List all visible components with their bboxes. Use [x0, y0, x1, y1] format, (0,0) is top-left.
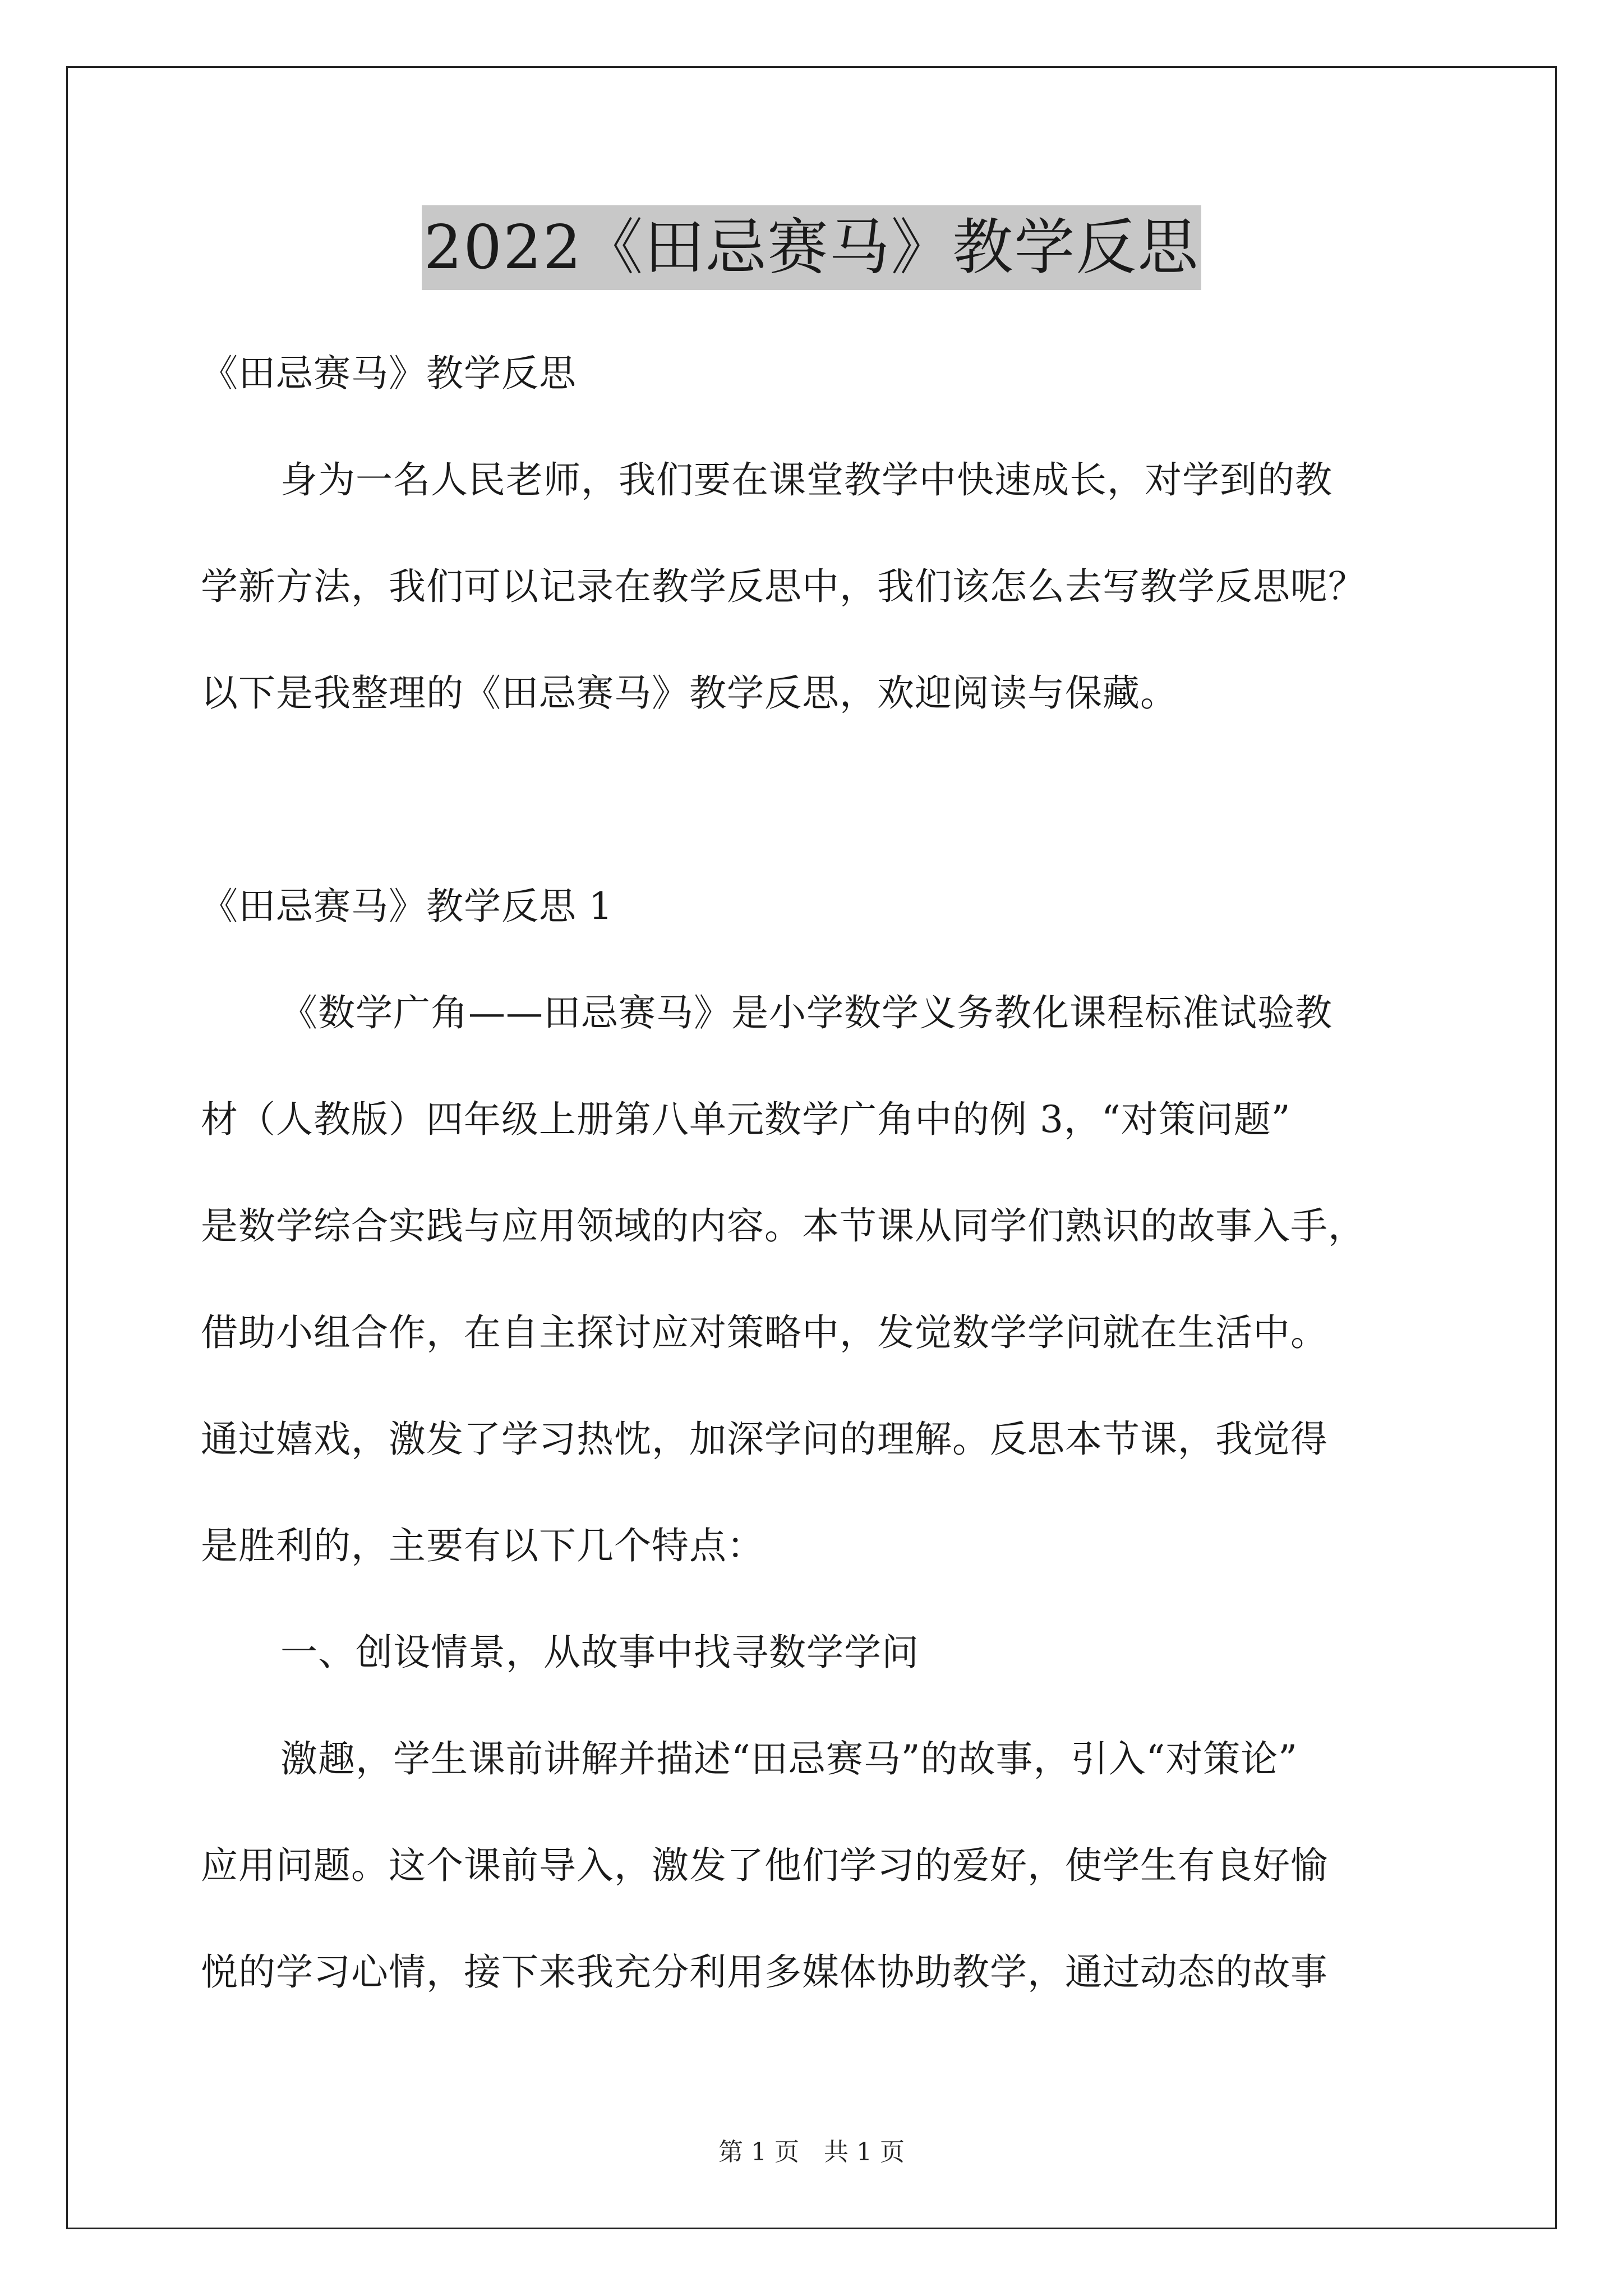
page-footer: 第 1 页 共 1 页: [718, 2138, 905, 2166]
paragraph-line: 以下是我整理的《田忌赛马》教学反思，欢迎阅读与保藏。: [201, 671, 1178, 715]
paragraph-line: 激趣，学生课前讲解并描述“田忌赛马”的故事，引入“对策论”: [280, 1737, 1298, 1780]
paragraph-line: 通过嬉戏，激发了学习热忱，加深学问的理解。反思本节课，我觉得: [201, 1418, 1328, 1461]
paragraph-line: 学新方法，我们可以记录在教学反思中，我们该怎么去写教学反思呢？: [201, 565, 1366, 608]
subsection-heading: 一、创设情景，从故事中找寻数学学问: [280, 1631, 919, 1674]
paragraph-line: 材（人教版）四年级上册第八单元数学广角中的例 3，“对策问题”: [201, 1098, 1291, 1141]
paragraph-line: 是胜利的，主要有以下几个特点：: [201, 1524, 764, 1567]
paragraph-line: 身为一名人民老师，我们要在课堂教学中快速成长，对学到的教: [280, 458, 1332, 501]
paragraph-line: 借助小组合作，在自主探讨应对策略中，发觉数学学问就在生活中。: [201, 1311, 1328, 1354]
document-title: 2022《田忌赛马》教学反思: [422, 205, 1202, 290]
intro-heading: 《田忌赛马》教学反思: [201, 352, 577, 395]
title-container: [0, 205, 1623, 290]
paragraph-line: 悦的学习心情，接下来我充分利用多媒体协助教学，通过动态的故事: [201, 1950, 1328, 1994]
paragraph-line: 是数学综合实践与应用领域的内容。本节课从同学们熟识的故事入手，: [201, 1204, 1366, 1248]
section-heading: 《田忌赛马》教学反思 1: [201, 885, 613, 928]
paragraph-line: 应用问题。这个课前导入，激发了他们学习的爱好，使学生有良好愉: [201, 1844, 1328, 1887]
paragraph-line: 《数学广角——田忌赛马》是小学数学义务教化课程标准试验教: [280, 991, 1332, 1034]
